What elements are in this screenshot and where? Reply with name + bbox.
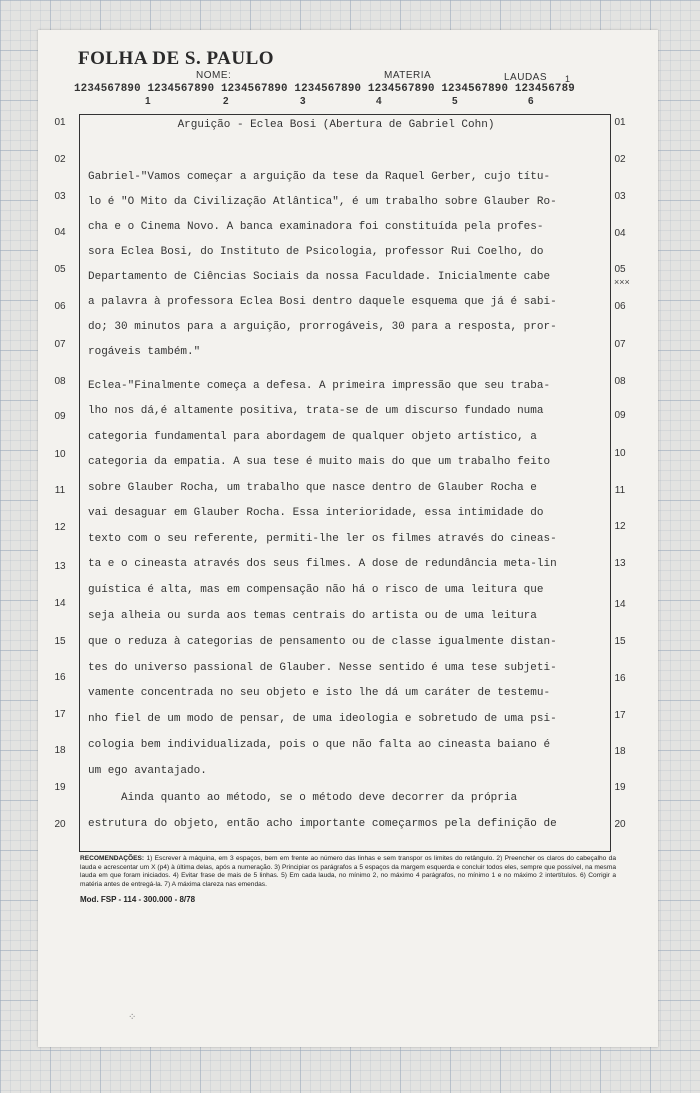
- line-number-left: 10: [54, 449, 66, 460]
- line-number-left: 19: [54, 782, 66, 793]
- typed-line: categoria da empatia. A sua tese é muito mais do que um trabalho feito: [88, 456, 551, 468]
- line-number-right: 14: [614, 599, 626, 610]
- recommendations-label: RECOMENDAÇÕES:: [80, 855, 145, 862]
- line-number-left: 16: [54, 672, 66, 683]
- margin-mark: ×××: [614, 277, 630, 287]
- line-number-right: 13: [614, 558, 626, 569]
- line-number-left: 17: [54, 709, 66, 720]
- line-number-right: 04: [614, 228, 626, 239]
- typed-line: sobre Glauber Rocha, um trabalho que nasce dentro de Glauber Rocha e: [88, 482, 537, 494]
- materia-label: MATERIA: [384, 70, 432, 81]
- ruler-number: 2: [223, 96, 229, 107]
- line-number-right: 06: [614, 301, 626, 312]
- line-number-left: 18: [54, 745, 66, 756]
- typed-line: estrutura do objeto, então acho importante começarmos pela definição de: [88, 818, 557, 830]
- line-number-left: 05: [54, 264, 66, 275]
- line-number-right: 12: [614, 521, 626, 532]
- line-number-right: 02: [614, 154, 626, 165]
- nome-label: NOME:: [196, 70, 232, 81]
- line-number-left: 12: [54, 522, 66, 533]
- line-number-right: 17: [614, 710, 626, 721]
- line-number-right: 19: [614, 782, 626, 793]
- line-number-right: 05: [614, 264, 626, 275]
- typed-line: vai desaguar em Glauber Rocha. Essa interioridade, essa intimidade do: [88, 507, 544, 519]
- typed-line: seja alheia ou surda aos temas centrais do artista ou de uma leitura: [88, 610, 537, 622]
- line-number-left: 03: [54, 191, 66, 202]
- line-number-right: 10: [614, 448, 626, 459]
- line-number-right: 01: [614, 117, 626, 128]
- typed-line: cologia bem individualizada, pois o que não falta ao cineasta baiano é: [88, 739, 551, 751]
- line-number-right: 09: [614, 410, 626, 421]
- line-number-right: 07: [614, 339, 626, 350]
- typed-line: texto com o seu referente, permiti-lhe ler os filmes através do cineas-: [88, 533, 557, 545]
- ruler-number: 4: [376, 96, 382, 107]
- typed-line: sora Eclea Bosi, do Instituto de Psicologia, professor Rui Coelho, do: [88, 246, 544, 258]
- line-number-left: 13: [54, 561, 66, 572]
- ruler-number: 3: [300, 96, 306, 107]
- recommendations-text: 1) Escrever à máquina, em 3 espaços, bem em frente ao número das linhas e sem transpor os limites do retângulo. 2) Preencher os claros do cabeçalho da lauda e acrescentar um X (p4) à última delas, após a numeração. 3) Principiar os parágrafos a 5 espaços da margem esquerda e concluir todos eles, sempre que possível, na mesma lauda em que foram iniciados. 4) Evitar frase de mais de 5 linhas. 5) Em cada lauda, no mínimo 2, no máximo 4 parágrafos, no mínimo 1 e no máximo 2 intertítulos. 6) Corrigir a matéria antes de entregá-la. 7) A máxima clareza nas emendas.: [80, 855, 616, 888]
- line-number-left: 09: [54, 411, 66, 422]
- line-number-left: 02: [54, 154, 66, 165]
- laudas-label: LAUDAS: [504, 72, 548, 83]
- typed-line: guística é alta, mas em compensação não há o risco de uma leitura que: [88, 584, 544, 596]
- typed-line: Eclea-"Finalmente começa a defesa. A primeira impressão que seu traba-: [88, 380, 551, 392]
- line-number-left: 04: [54, 227, 66, 238]
- typed-line: Ainda quanto ao método, se o método deve decorrer da própria: [88, 792, 518, 804]
- ruler-number: 6: [528, 96, 534, 107]
- typed-line: ta e o cineasta através dos seus filmes. A dose de redundância meta-lin: [88, 558, 557, 570]
- line-number-right: 15: [614, 636, 626, 647]
- line-number-right: 20: [614, 819, 626, 830]
- typed-line: tes do universo passional de Glauber. Nesse sentido é uma tese subjeti-: [88, 662, 557, 674]
- typed-line: cha e o Cinema Novo. A banca examinadora foi constituída pela profes-: [88, 221, 544, 233]
- ruler-number: 1: [145, 96, 151, 107]
- typed-line: do; 30 minutos para a arguição, prorrogáveis, 30 para a resposta, pror-: [88, 321, 557, 333]
- typed-line: lho nos dá,é altamente positiva, trata-se de um discurso fundado numa: [88, 405, 544, 417]
- form-model-number: Mod. FSP - 114 - 300.000 - 8/78: [80, 895, 196, 904]
- typed-line: um ego avantajado.: [88, 765, 207, 777]
- recommendations-note: [80, 855, 616, 889]
- typed-line: Gabriel-"Vamos começar a arguição da tese da Raquel Gerber, cujo títu-: [88, 171, 551, 183]
- line-number-left: 20: [54, 819, 66, 830]
- line-number-right: 08: [614, 376, 626, 387]
- ink-smudge: ⁘: [128, 1012, 137, 1023]
- line-number-left: 14: [54, 598, 66, 609]
- line-number-left: 08: [54, 376, 66, 387]
- typed-line: categoria fundamental para abordagem de qualquer objeto artístico, a: [88, 431, 537, 443]
- line-number-right: 16: [614, 673, 626, 684]
- typed-line: nho fiel de um modo de pensar, de uma ideologia e sobretudo de uma psi-: [88, 713, 557, 725]
- line-number-left: 06: [54, 301, 66, 312]
- typed-line: Departamento de Ciências Sociais da nossa Faculdade. Inicialmente cabe: [88, 271, 551, 283]
- typed-line: a palavra à professora Eclea Bosi dentro daquele esquema que já é sabi-: [88, 296, 557, 308]
- document-title: Arguição - Eclea Bosi (Abertura de Gabriel Cohn): [177, 119, 495, 131]
- line-number-left: 07: [54, 339, 66, 350]
- typed-line: que o reduza à categorias de pensamento ou de classe igualmente distan-: [88, 636, 557, 648]
- line-number-right: 03: [614, 191, 626, 202]
- newspaper-masthead: FOLHA DE S. PAULO: [78, 48, 275, 69]
- line-number-left: 01: [54, 117, 66, 128]
- typewriter-form-sheet: [38, 30, 658, 1047]
- laudas-mark: 1: [565, 74, 571, 84]
- column-ruler: 1234567890 1234567890 1234567890 1234567890 1234567890 1234567890 123456789: [74, 83, 575, 95]
- typed-line: rogáveis também.": [88, 346, 201, 358]
- typed-line: lo é "O Mito da Civilização Atlântica", é um trabalho sobre Glauber Ro-: [88, 196, 557, 208]
- ruler-number: 5: [452, 96, 458, 107]
- line-number-right: 11: [614, 485, 626, 496]
- line-number-right: 18: [614, 746, 626, 757]
- line-number-left: 15: [54, 636, 66, 647]
- typed-line: vamente concentrada no seu objeto e isto lhe dá um caráter de testemu-: [88, 687, 551, 699]
- line-number-left: 11: [54, 485, 66, 496]
